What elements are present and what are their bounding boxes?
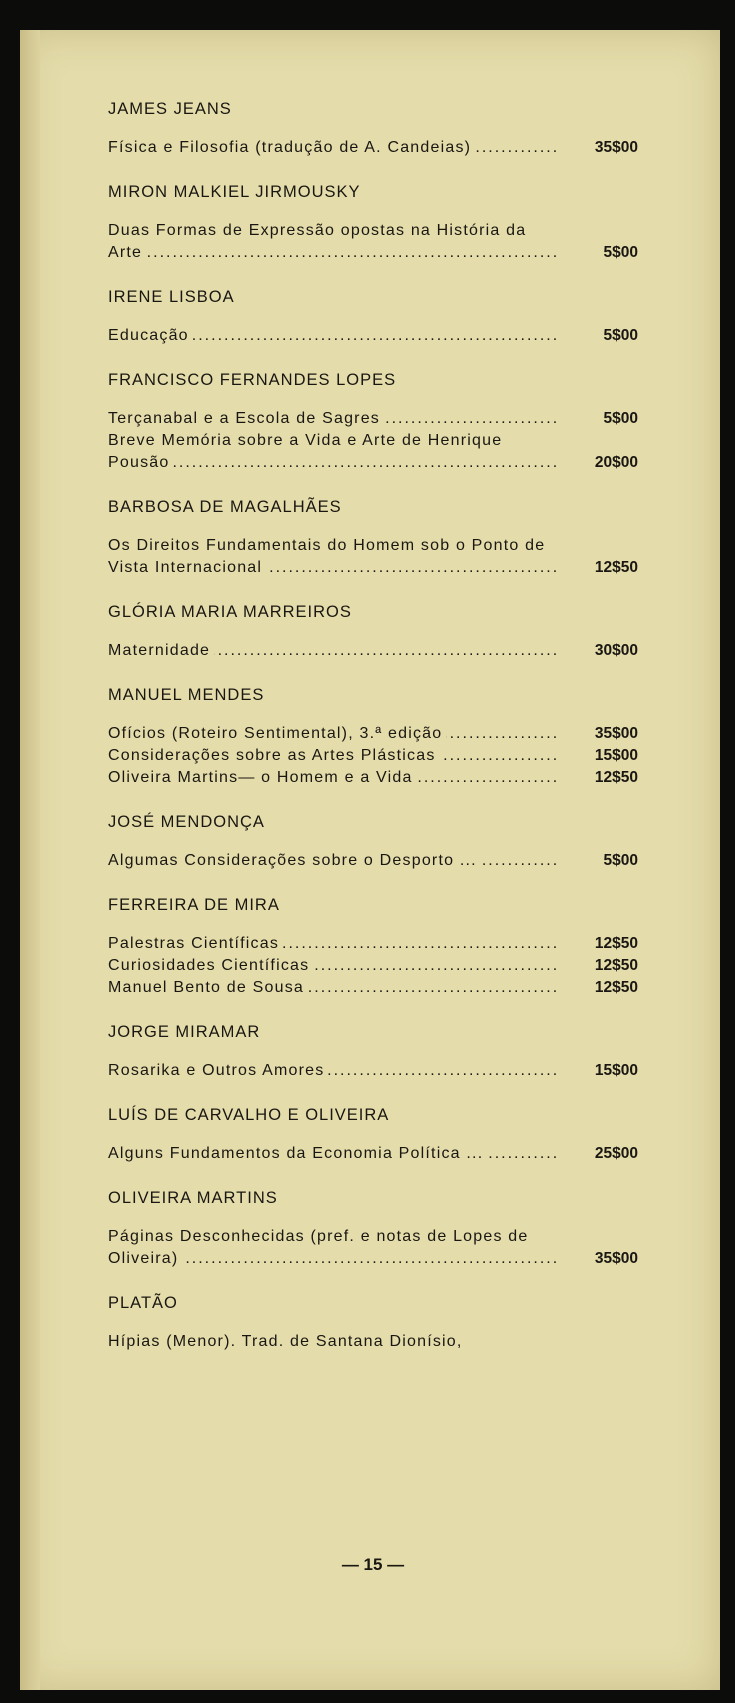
author-heading: JAMES JEANS xyxy=(108,100,232,118)
catalog-entry xyxy=(108,1143,638,1165)
entry-title-wrap xyxy=(108,977,558,999)
entry-title: Manuel Bento de Sousa xyxy=(108,979,308,996)
entry-price: 5$00 xyxy=(603,410,638,427)
entry-price: 12$50 xyxy=(594,559,638,576)
entry-title: Alguns Fundamentos da Economia Política ... xyxy=(108,1145,487,1162)
entry-title-wrap xyxy=(108,137,558,159)
entry-price: 12$50 xyxy=(594,957,638,974)
catalog-entry xyxy=(108,408,638,430)
catalog-entry xyxy=(108,767,638,789)
catalog-entry xyxy=(108,933,638,955)
author-heading: LUÍS DE CARVALHO E OLIVEIRA xyxy=(108,1106,390,1124)
author-heading: FRANCISCO FERNANDES LOPES xyxy=(108,371,397,389)
catalog-entry xyxy=(108,535,638,579)
entry-price: 25$00 xyxy=(594,1145,638,1162)
entry-title: Oliveira Martins— o Homem e a Vida xyxy=(108,769,417,786)
catalog-content xyxy=(108,70,638,1353)
entry-title-wrap xyxy=(108,1060,558,1082)
entry-title: Duas Formas de Expressão opostas na História da Arte xyxy=(108,222,527,261)
entry-title-wrap xyxy=(108,955,558,977)
entry-price: 35$00 xyxy=(594,725,638,742)
catalog-entry xyxy=(108,955,638,977)
entry-title: Breve Memória sobre a Vida e Arte de Henrique Pousão xyxy=(108,432,503,471)
entry-title-wrap xyxy=(108,767,558,789)
entry-title-wrap xyxy=(108,325,558,347)
entry-price: 12$50 xyxy=(594,979,638,996)
entry-price: 30$00 xyxy=(594,642,638,659)
entry-title: Considerações sobre as Artes Plásticas xyxy=(108,747,440,764)
entry-title: Maternidade xyxy=(108,642,214,659)
entry-title-wrap xyxy=(108,723,558,745)
author-heading: BARBOSA DE MAGALHÃES xyxy=(108,498,342,516)
author-heading: MANUEL MENDES xyxy=(108,686,265,704)
entry-title: Ofícios (Roteiro Sentimental), 3.ª edição xyxy=(108,725,446,742)
page-spine xyxy=(20,30,40,1690)
author-heading: JORGE MIRAMAR xyxy=(108,1023,261,1041)
entry-title-wrap xyxy=(108,640,558,662)
entry-price: 15$00 xyxy=(594,1062,638,1079)
catalog-entry xyxy=(108,640,638,662)
entry-title: Física e Filosofia (tradução de A. Candeias) xyxy=(108,139,475,156)
entry-title-wrap xyxy=(108,1331,558,1353)
author-heading: GLÓRIA MARIA MARREIROS xyxy=(108,603,352,621)
catalog-entry xyxy=(108,1331,638,1353)
entry-title: Curiosidades Científicas xyxy=(108,957,313,974)
entry-title-wrap xyxy=(108,535,558,579)
author-heading: MIRON MALKIEL JIRMOUSKY xyxy=(108,183,361,201)
entry-title-wrap xyxy=(108,1226,558,1270)
entry-price: 5$00 xyxy=(603,852,638,869)
author-heading: JOSÉ MENDONÇA xyxy=(108,813,265,831)
entry-title: Palestras Científicas xyxy=(108,935,283,952)
entry-title-wrap xyxy=(108,933,558,955)
entry-price: 12$50 xyxy=(594,769,638,786)
catalog-entry xyxy=(108,1060,638,1082)
entry-title: Os Direitos Fundamentais do Homem sob o Ponto de Vista Internacional xyxy=(108,537,546,576)
entry-title-wrap xyxy=(108,745,558,767)
entry-title: Hípias (Menor). Trad. de Santana Dionísio, xyxy=(108,1333,467,1350)
entry-price: 12$50 xyxy=(594,935,638,952)
entry-price: 35$00 xyxy=(594,139,638,156)
catalog-entry xyxy=(108,723,638,745)
entry-price: 5$00 xyxy=(603,327,638,344)
catalog-entry xyxy=(108,137,638,159)
entry-title: Algumas Considerações sobre o Desporto ... xyxy=(108,852,481,869)
catalog-entry xyxy=(108,325,638,347)
catalog-entry xyxy=(108,1226,638,1270)
catalog-entry xyxy=(108,745,638,767)
entry-price: 5$00 xyxy=(603,244,638,261)
entry-title-wrap xyxy=(108,220,558,264)
author-heading: FERREIRA DE MIRA xyxy=(108,896,280,914)
entry-title-wrap xyxy=(108,408,558,430)
author-heading: OLIVEIRA MARTINS xyxy=(108,1189,278,1207)
entry-price: 35$00 xyxy=(594,1250,638,1267)
page-number: — 15 — xyxy=(341,1555,405,1574)
entry-title-wrap xyxy=(108,430,558,474)
entry-title: Páginas Desconhecidas (pref. e notas de Lopes de Oliveira) xyxy=(108,1228,529,1267)
catalog-entry xyxy=(108,977,638,999)
author-heading: PLATÃO xyxy=(108,1294,178,1312)
author-heading: IRENE LISBOA xyxy=(108,288,235,306)
entry-price: 15$00 xyxy=(594,747,638,764)
catalog-entry xyxy=(108,850,638,872)
entry-title-wrap xyxy=(108,850,558,872)
entry-title: Terçanabal e a Escola de Sagres xyxy=(108,410,384,427)
entry-title: Rosarika e Outros Amores xyxy=(108,1062,328,1079)
catalog-entry xyxy=(108,430,638,474)
entry-price: 20$00 xyxy=(594,454,638,471)
entry-title: Educação xyxy=(108,327,193,344)
entry-title-wrap xyxy=(108,1143,558,1165)
catalog-entry xyxy=(108,220,638,264)
